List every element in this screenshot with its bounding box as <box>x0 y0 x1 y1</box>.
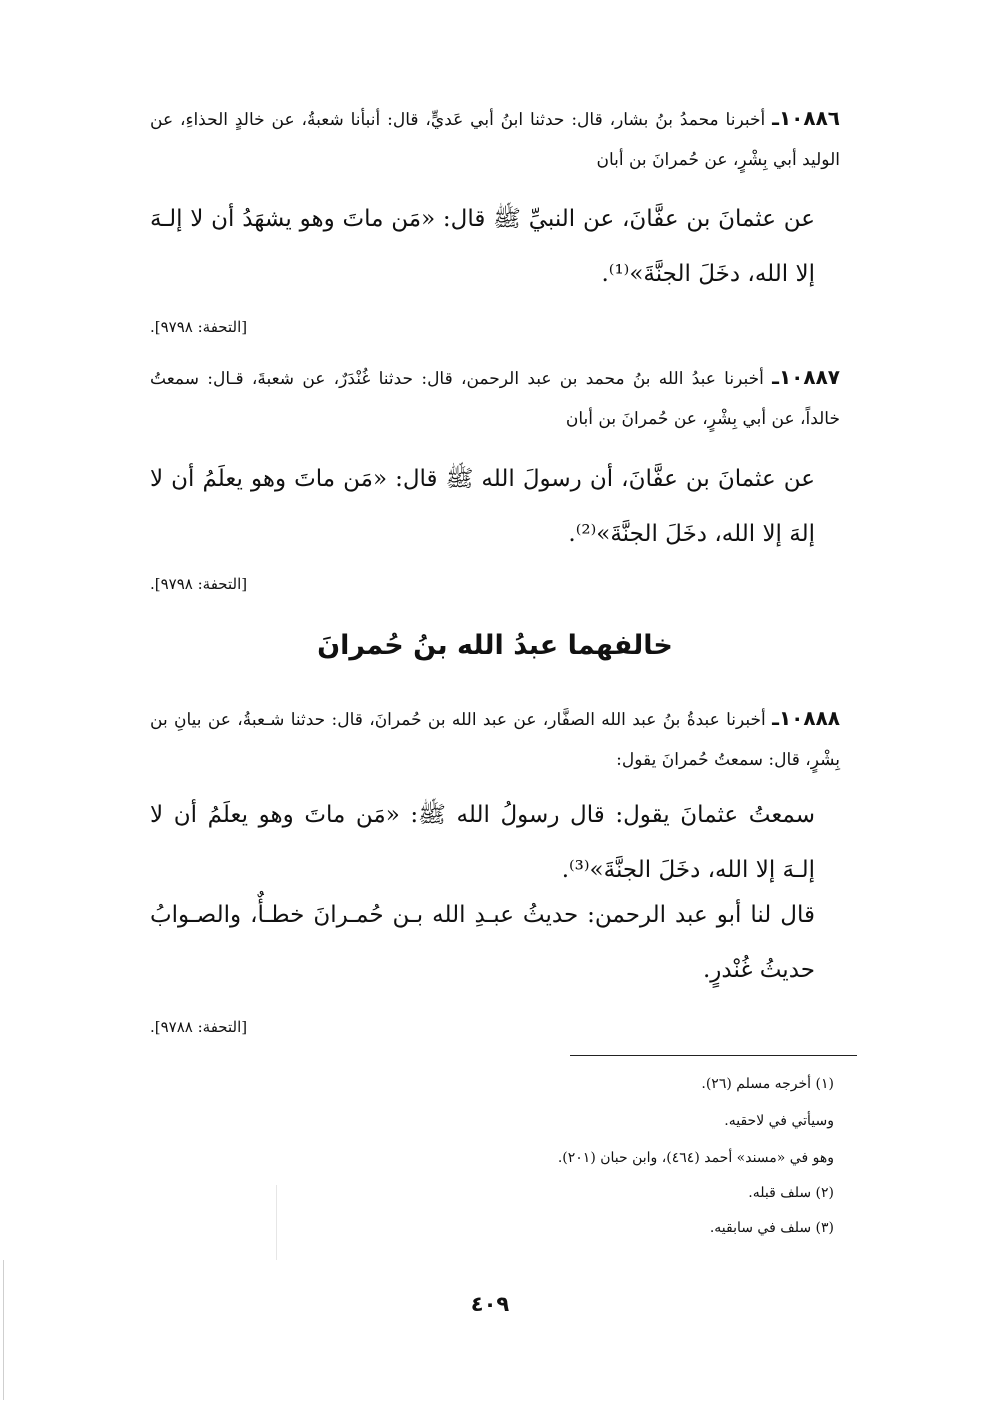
tuhfa-reference: [التحفة: ٩٧٩٨]. <box>150 318 248 336</box>
hadith-10886-isnad <box>150 98 840 180</box>
hadith-10888-isnad <box>150 698 840 780</box>
scan-edge-line <box>276 1185 277 1260</box>
hadith-number: ١٠٨٨٧ـ <box>772 365 840 389</box>
isnad-text: أخبرنا عبدةُ بنُ عبد الله الصفَّار، عن عبد الله بن حُمرانَ، قال: حدثنا شـعبةُ، عن بيانِ بن بِشْرٍ، قال: سمعتُ حُمرانَ يقول: <box>150 710 840 770</box>
isnad-text: أخبرنا عبدُ الله بنُ محمد بن عبد الرحمن، قال: حدثنا غُنْدَرٌ، عن شعبةَ، قـال: سمعتُ خالداً، عن أبي بِشْرٍ، عن حُمرانَ بن أبان <box>150 369 840 429</box>
footnote-3: (٣) سلف في سابقيه. <box>709 1220 834 1236</box>
hadith-10887-matn: عن عثمانَ بن عفَّانَ، أن رسولَ الله ﷺ قال: «مَن ماتَ وهو يعلَمُ أن لا إلهَ إلا الله، دخَلَ الجنَّةَ»⁽²⁾. <box>150 466 815 547</box>
footnote-1: (١) أخرجه مسلم (٢٦). <box>701 1076 834 1092</box>
hadith-10886-matn: عن عثمانَ بن عفَّانَ، عن النبيِّ ﷺ قال: «مَن ماتَ وهو يشهَدُ أن لا إلـهَ إلا الله، دخَلَ الجنَّةَ»⁽¹⁾. <box>150 206 815 287</box>
section-heading: خالفهما عبدُ الله بنُ حُمرانَ <box>317 630 673 661</box>
hadith-number: ١٠٨٨٦ـ <box>772 106 840 130</box>
hadith-10888-matn: سمعتُ عثمانَ يقول: قال رسولُ الله ﷺ: «مَن ماتَ وهو يعلَمُ أن لا إلـهَ إلا الله، دخَلَ الجنَّةَ»⁽³⁾. <box>150 802 815 883</box>
tuhfa-reference: [التحفة: ٩٧٨٨]. <box>150 1018 248 1036</box>
footnote-separator <box>570 1055 857 1056</box>
author-comment: قال لنا أبو عبد الرحمن: حديثُ عبـدِ الله بـن حُمـرانَ خطـأٌ، والصـوابُ حديثُ غُنْدرٍ. <box>150 902 815 983</box>
footnote-1-continued: وهو في «مسند» أحمد (٤٦٤)، وابن حبان (٢٠١). <box>557 1150 834 1166</box>
hadith-10887-isnad <box>150 357 840 439</box>
footnote-2: (٢) سلف قبله. <box>748 1185 834 1201</box>
tuhfa-reference: [التحفة: ٩٧٩٨]. <box>150 575 248 593</box>
hadith-number: ١٠٨٨٨ـ <box>772 706 840 730</box>
page-number: ٤٠٩ <box>470 1292 510 1316</box>
isnad-text: أخبرنا محمدُ بنُ بشار، قال: حدثنا ابنُ أبي عَديٍّ، قال: أنبأنا شعبةُ، عن خالدٍ الحذاءِ، عن الوليد أبي بِشْرٍ، عن حُمرانَ بن أبان <box>150 110 840 170</box>
scan-edge-line <box>3 1260 4 1400</box>
footnote-1-continued: وسيأتي في لاحقيه. <box>724 1113 834 1129</box>
